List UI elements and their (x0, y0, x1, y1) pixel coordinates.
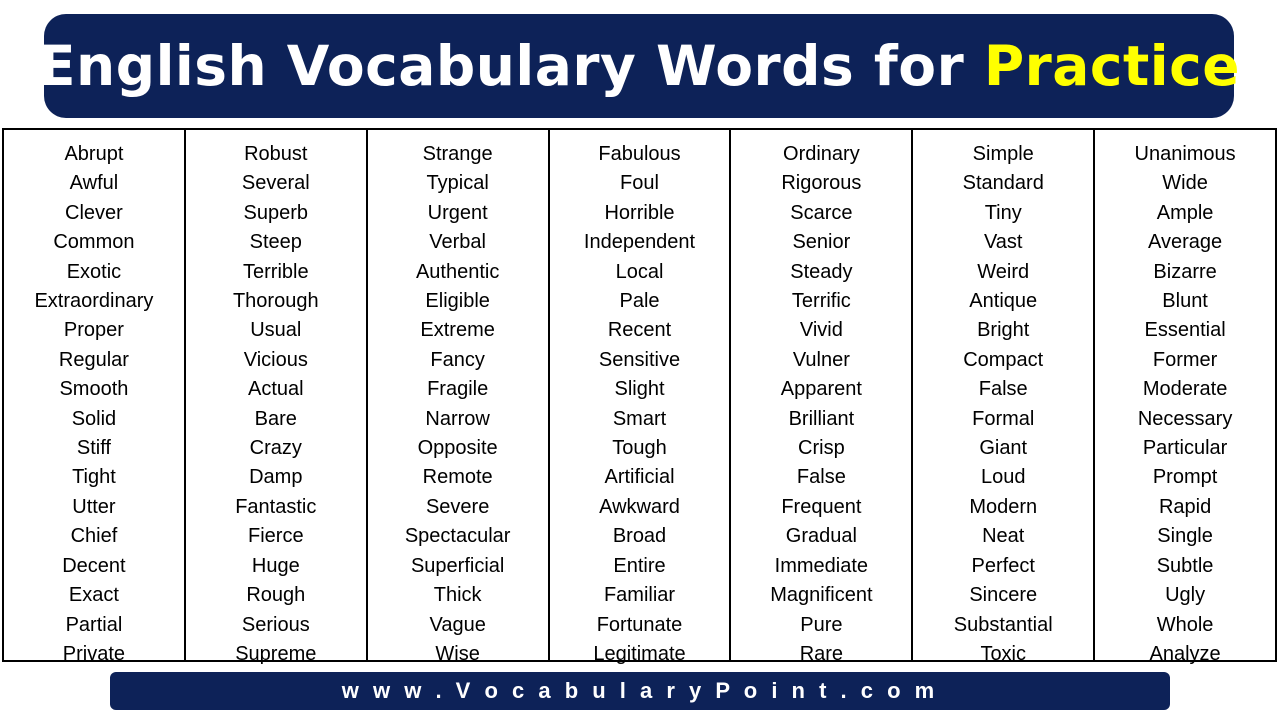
word-item: Strange (422, 143, 493, 165)
word-item: Ordinary (783, 143, 860, 165)
word-item: Former (1152, 348, 1218, 371)
word-item: Private (62, 642, 126, 665)
word-item: False (796, 466, 846, 489)
word-item: Extreme (420, 319, 495, 342)
word-item: Sincere (969, 584, 1038, 607)
word-item: Proper (63, 319, 124, 342)
word-item: Loud (980, 466, 1026, 489)
word-item: Smooth (59, 378, 129, 401)
word-item: Weird (977, 260, 1030, 283)
word-item: Pale (619, 290, 660, 313)
word-item: Actual (247, 378, 304, 401)
word-item: Tough (612, 437, 667, 460)
word-item: Particular (1142, 437, 1228, 460)
word-item: Toxic (980, 642, 1027, 665)
word-item: Neat (982, 525, 1025, 548)
word-item: Unanimous (1134, 143, 1236, 165)
word-item: Fantastic (235, 495, 317, 518)
word-item: Steep (249, 231, 302, 254)
word-item: Typical (426, 172, 489, 195)
word-item: False (978, 378, 1028, 401)
word-item: Superficial (410, 554, 505, 577)
word-item: Decent (62, 554, 126, 577)
word-item: Rapid (1158, 495, 1212, 518)
word-item: Eligible (425, 290, 490, 313)
word-item: Several (241, 172, 310, 195)
word-item: Wide (1162, 172, 1208, 195)
word-item: Vulner (792, 348, 850, 371)
word-item: Local (615, 260, 664, 283)
word-item: Damp (249, 466, 303, 489)
word-item: Ugly (1165, 584, 1206, 607)
word-item: Immediate (774, 554, 869, 577)
word-item: Whole (1156, 613, 1214, 636)
word-item: Scarce (790, 201, 853, 224)
word-item: Partial (65, 613, 123, 636)
word-item: Chief (70, 525, 118, 548)
word-item: Gradual (785, 525, 857, 548)
word-item: Fabulous (598, 143, 681, 165)
word-item: Narrow (425, 407, 490, 430)
word-item: Crazy (249, 437, 302, 460)
word-item: Authentic (415, 260, 500, 283)
word-item: Fragile (427, 378, 489, 401)
word-item: Antique (969, 290, 1038, 313)
word-item: Pure (800, 613, 843, 636)
word-item: Magnificent (770, 584, 873, 607)
word-item: Independent (583, 231, 696, 254)
word-column-5 (731, 130, 913, 665)
header-banner (37, 14, 1241, 118)
word-item: Substantial (953, 613, 1053, 636)
page-title-accent: Practice (983, 34, 1241, 98)
word-table (2, 128, 1277, 665)
word-item: Standard (962, 172, 1044, 195)
word-item: Serious (241, 613, 310, 636)
word-item: Compact (963, 348, 1044, 371)
word-item: Average (1148, 231, 1223, 254)
word-column-3 (368, 130, 550, 665)
word-item: Exotic (66, 260, 122, 283)
word-item: Awkward (599, 495, 680, 518)
word-item: Formal (972, 407, 1035, 430)
word-item: Common (53, 231, 135, 254)
word-item: Clever (65, 201, 123, 224)
word-column-7 (1095, 130, 1275, 665)
word-item: Single (1157, 525, 1213, 548)
word-item: Utter (72, 495, 116, 518)
word-item: Verbal (429, 231, 486, 254)
word-item: Stiff (76, 437, 111, 460)
word-item: Bizarre (1153, 260, 1217, 283)
word-item: Steady (790, 260, 853, 283)
word-item: Broad (612, 525, 667, 548)
word-item: Usual (250, 319, 302, 342)
word-item: Superb (243, 201, 309, 224)
word-item: Tiny (984, 201, 1022, 224)
word-item: Regular (58, 348, 129, 371)
word-item: Fancy (430, 348, 485, 371)
word-item: Ample (1156, 201, 1214, 224)
word-item: Bright (977, 319, 1030, 342)
word-item: Analyze (1149, 642, 1221, 665)
word-item: Senior (792, 231, 851, 254)
word-item: Frequent (781, 495, 862, 518)
word-item: Prompt (1152, 466, 1218, 489)
word-item: Recent (607, 319, 672, 342)
word-item: Huge (251, 554, 300, 577)
word-column-1 (4, 130, 186, 665)
word-item: Familiar (603, 584, 676, 607)
word-item: Opposite (417, 437, 498, 460)
page-title (38, 34, 1240, 98)
word-item: Supreme (235, 642, 317, 665)
word-item: Simple (972, 143, 1034, 165)
word-item: Slight (614, 378, 665, 401)
word-item: Terrible (243, 260, 309, 283)
page-title-main: English Vocabulary Words for (37, 34, 984, 98)
word-item: Vast (983, 231, 1023, 254)
word-item: Terrific (791, 290, 851, 313)
word-column-6 (913, 130, 1095, 665)
word-item: Giant (979, 437, 1028, 460)
word-item: Rigorous (781, 172, 862, 195)
word-item: Sensitive (598, 348, 681, 371)
word-item: Entire (613, 554, 666, 577)
word-item: Perfect (971, 554, 1035, 577)
word-item: Remote (422, 466, 493, 489)
word-item: Vivid (799, 319, 843, 342)
word-item: Thorough (232, 290, 319, 313)
word-item: Awful (69, 172, 119, 195)
word-item: Crisp (798, 437, 845, 460)
word-item: Modern (969, 495, 1038, 518)
word-item: Vicious (243, 348, 308, 371)
website-url: w w w . V o c a b u l a r y P o i n t . c o m (341, 678, 939, 703)
word-item: Fortunate (596, 613, 683, 636)
word-item: Brilliant (788, 407, 855, 430)
word-item: Apparent (780, 378, 862, 401)
word-item: Blunt (1162, 290, 1208, 313)
word-column-4 (550, 130, 732, 665)
word-item: Tight (72, 466, 116, 489)
word-item: Extraordinary (34, 290, 154, 313)
word-item: Spectacular (404, 525, 511, 548)
word-item: Moderate (1142, 378, 1228, 401)
word-item: Exact (68, 584, 119, 607)
word-item: Vague (429, 613, 486, 636)
word-item: Essential (1144, 319, 1226, 342)
word-item: Urgent (427, 201, 488, 224)
word-item: Fierce (248, 525, 304, 548)
word-column-2 (186, 130, 368, 665)
word-item: Solid (71, 407, 117, 430)
word-item: Severe (425, 495, 490, 518)
word-item: Necessary (1137, 407, 1233, 430)
word-item: Artificial (604, 466, 675, 489)
word-item: Bare (254, 407, 297, 430)
footer-banner (110, 672, 1170, 710)
word-item: Thick (433, 584, 482, 607)
word-item: Horrible (604, 201, 675, 224)
word-item: Foul (620, 172, 659, 195)
word-item: Legitimate (593, 642, 686, 665)
word-item: Rough (246, 584, 306, 607)
word-item: Smart (612, 407, 667, 430)
word-item: Abrupt (64, 143, 124, 165)
word-item: Rare (799, 642, 844, 665)
word-item: Robust (244, 143, 308, 165)
word-item: Wise (435, 642, 480, 665)
word-item: Subtle (1156, 554, 1214, 577)
